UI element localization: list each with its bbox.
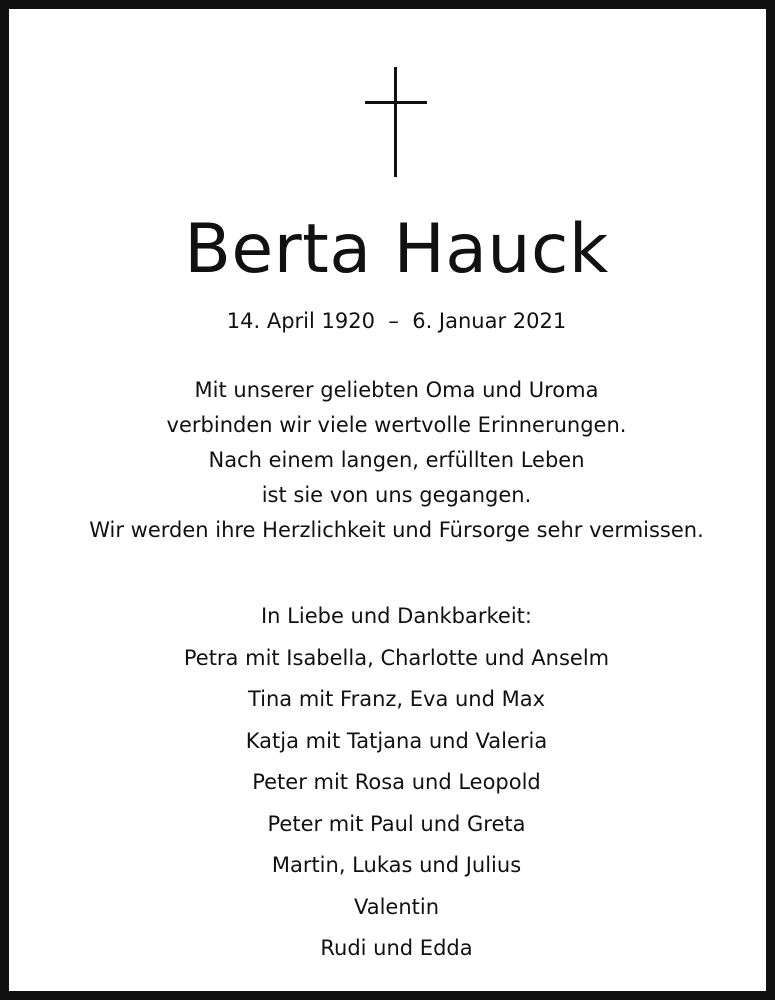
cross-vertical-bar [394,67,397,177]
deceased-name: Berta Hauck [184,210,609,289]
date-separator: – [388,309,399,333]
death-date: 6. Januar 2021 [412,309,567,333]
mourner-entry: Martin, Lukas und Julius [271,853,522,877]
message-line: Mit unserer geliebten Oma und Uroma [194,378,599,402]
life-dates [9,305,775,337]
mourners-heading: In Liebe und Dankbarkeit: [260,604,532,628]
cross-horizontal-bar [365,101,427,104]
message-line: Wir werden ihre Herzlichkeit und Fürsorge sehr vermissen. [89,518,704,542]
mourner-entry: Tina mit Franz, Eva und Max [247,687,546,711]
mourner-entry: Rudi und Edda [320,936,473,960]
mourner-entry: Peter mit Paul und Greta [267,811,526,836]
message-line: ist sie von uns gegangen. [261,483,532,507]
message-line: verbinden wir viele wertvolle Erinnerungen. [166,413,627,437]
memorial-message [9,373,775,548]
birth-date: 14. April 1920 [226,309,375,333]
cross-icon [365,67,427,177]
mourner-entry: Valentin [353,894,440,919]
mourner-entry: Peter mit Rosa und Leopold [252,770,541,794]
mourners-list [9,596,775,970]
mourner-entry: Katja mit Tatjana und Valeria [245,728,548,753]
mourner-entry: Petra mit Isabella, Charlotte und Anselm [183,645,610,670]
message-line: Nach einem langen, erfüllten Leben [208,448,585,472]
